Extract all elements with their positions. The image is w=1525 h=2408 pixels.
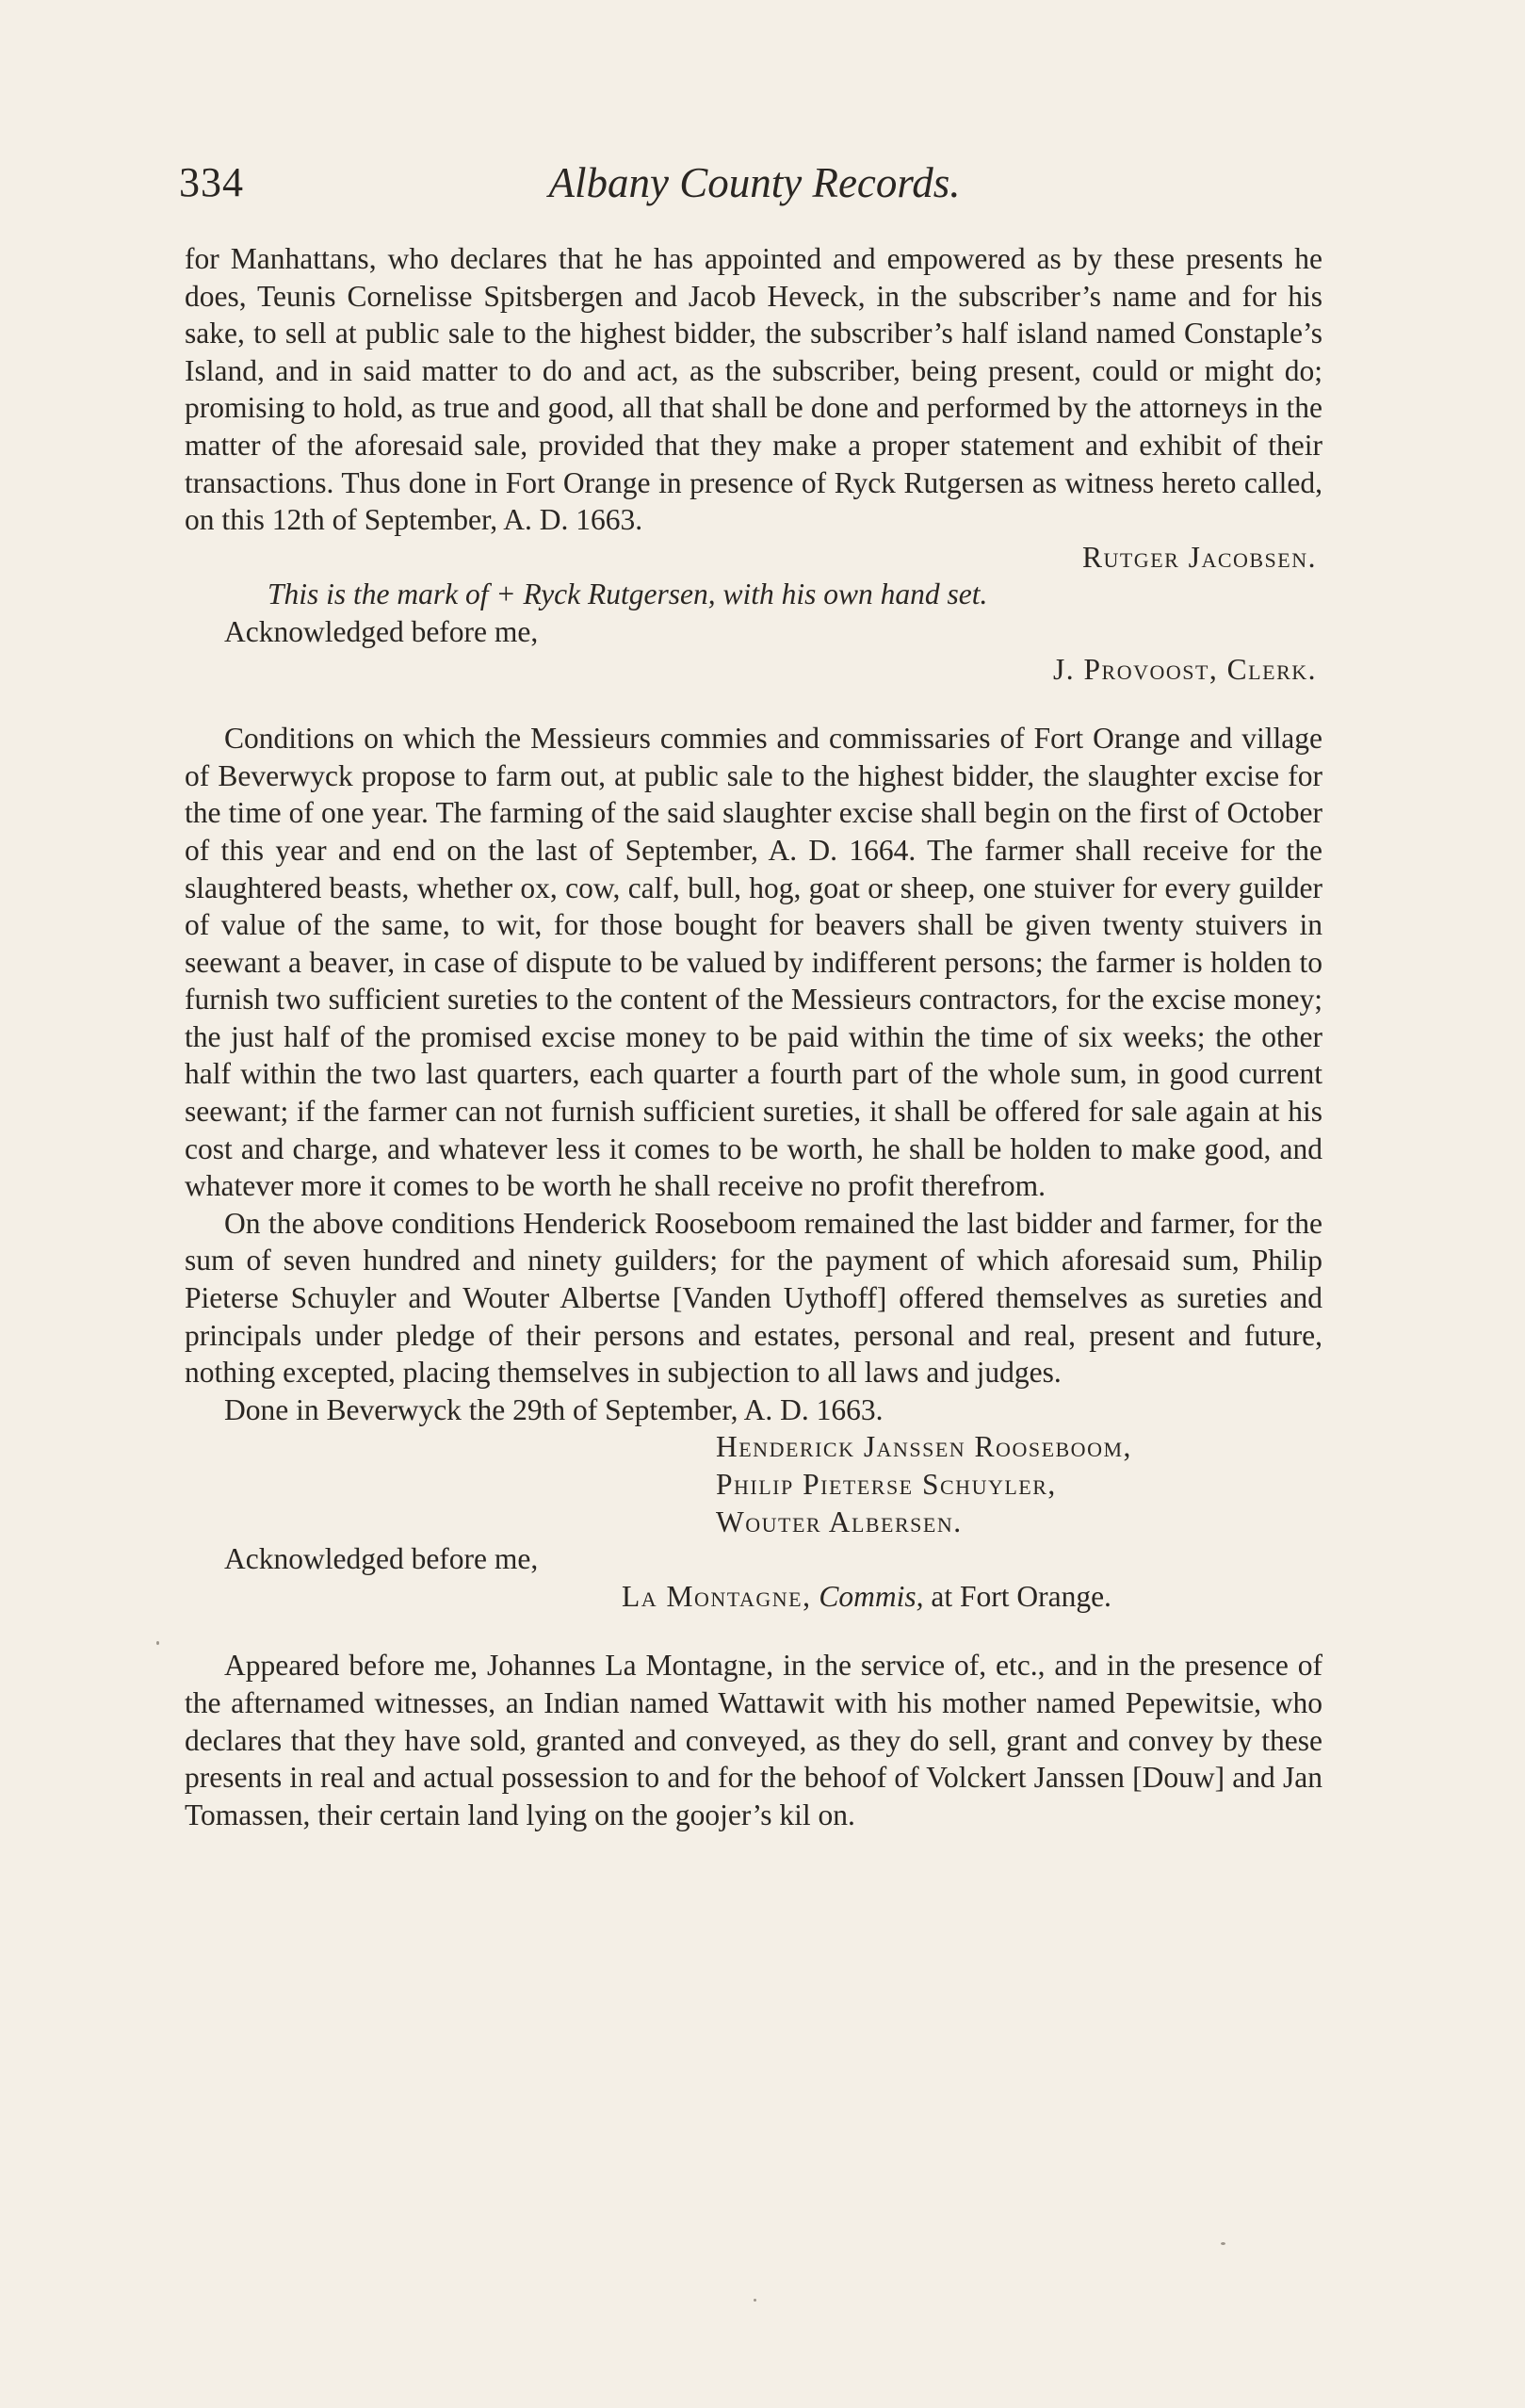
signatory-3: Wouter Albersen. xyxy=(716,1505,963,1538)
section-gap xyxy=(185,688,1322,720)
signature-rutger-jacobsen: Rutger Jacobsen. xyxy=(1081,540,1317,574)
page-number: 334 xyxy=(179,159,244,205)
excise-conditions-paragraph: Conditions on which the Messieurs commies and commissaries of Fort Orange and village of Beverwyck propose to farm out, at public sale to the highest bidder, the slaughter excise for the time of one year. The farming of the said slaughter excise shall begin on the first of October of this year and end on the last of September, A. D. 1664. The farmer shall receive for the slaughtered beasts, whether ox, cow, calf, bull, hog, goat or sheep, one stuiver for every guilder of value of the same, to wit, for those bought for beavers shall be given twenty stuivers in seewant a beaver, in case of dispute to be valued by indifferent persons; the farmer is holden to furnish two sufficient sureties to the content of the Messieurs contractors, for the excise money; the just half of the promised excise money to be paid within the time of six weeks; the other half within the two last quarters, each quarter a fourth part of the whole sum, in good current seewant; if the farmer can not furnish sufficient sureties, it shall be offered for sale again at his cost and charge, and whatever less it comes to be worth, he shall be holden to make good, and whatever more it comes to be worth he shall receive no profit therefrom. xyxy=(185,722,1322,1203)
signatory-1: Henderick Janssen Rooseboom, xyxy=(716,1430,1132,1464)
power-of-attorney-paragraph: for Manhattans, who declares that he has appointed and empowered as by these presents he does, Teunis Cornelisse Spitsbergen and Jacob Heveck, in the subscriber’s name and for his sake, to sell at public sale to the highest bidder, the subscriber’s half island named Constaple’s Island, and in said matter to do and act, as the subscriber, being present, could or might do; promising to hold, as true and good, all that shall be done and performed by the attorneys in the matter of the aforesaid sale, provided that they make a proper statement and exhibit of their transactions. Thus done in Fort Orange in presence of Ryck Rutgersen as witness hereto called, on this 12th of September, A. D. 1663. xyxy=(185,242,1322,537)
paper-speck xyxy=(1221,2242,1225,2245)
paper-speck xyxy=(754,2299,756,2302)
running-head xyxy=(179,158,1330,215)
done-line: Done in Beverwyck the 29th of September, A. D. 1663. xyxy=(224,1392,884,1426)
running-title: Albany County Records. xyxy=(548,159,961,206)
commis-signature: La Montagne, Commis, at Fort Orange. xyxy=(622,1579,1111,1613)
page-body xyxy=(185,240,1322,1833)
bidder-paragraph: On the above conditions Henderick Rooseboom remained the last bidder and farmer, for the sum of seven hundred and ninety guilders; for the payment of which aforesaid sum, Philip Pieterse Schuyler and Wouter Albertse [Vanden Uythoff] offered themselves as sureties and principals under pledge of their persons and estates, personal and real, present and future, nothing excepted, placing themselves in subjection to all laws and judges. xyxy=(185,1206,1322,1390)
acknowledged-line-2: Acknowledged before me, xyxy=(224,1542,539,1576)
clerk-signature: J. Provoost, Clerk. xyxy=(1053,652,1317,686)
mark-note: This is the mark of + Ryck Rutgersen, with his own hand set. xyxy=(268,578,988,611)
signatory-2: Philip Pieterse Schuyler, xyxy=(716,1468,1057,1501)
paper-speck xyxy=(156,1641,159,1645)
acknowledged-line: Acknowledged before me, xyxy=(224,614,539,648)
section-gap-2 xyxy=(185,1615,1322,1647)
indian-deed-paragraph: Appeared before me, Johannes La Montagne, in the service of, etc., and in the presence of the afternamed witnesses, an Indian named Wattawit with his mother named Pepewitsie, who declares that they have sold, granted and conveyed, as they do sell, grant and convey by these presents in real and actual possession to and for the behoof of Volckert Janssen [Douw] and Jan Tomassen, their certain land lying on the goojer’s kil on. xyxy=(185,1649,1322,1831)
